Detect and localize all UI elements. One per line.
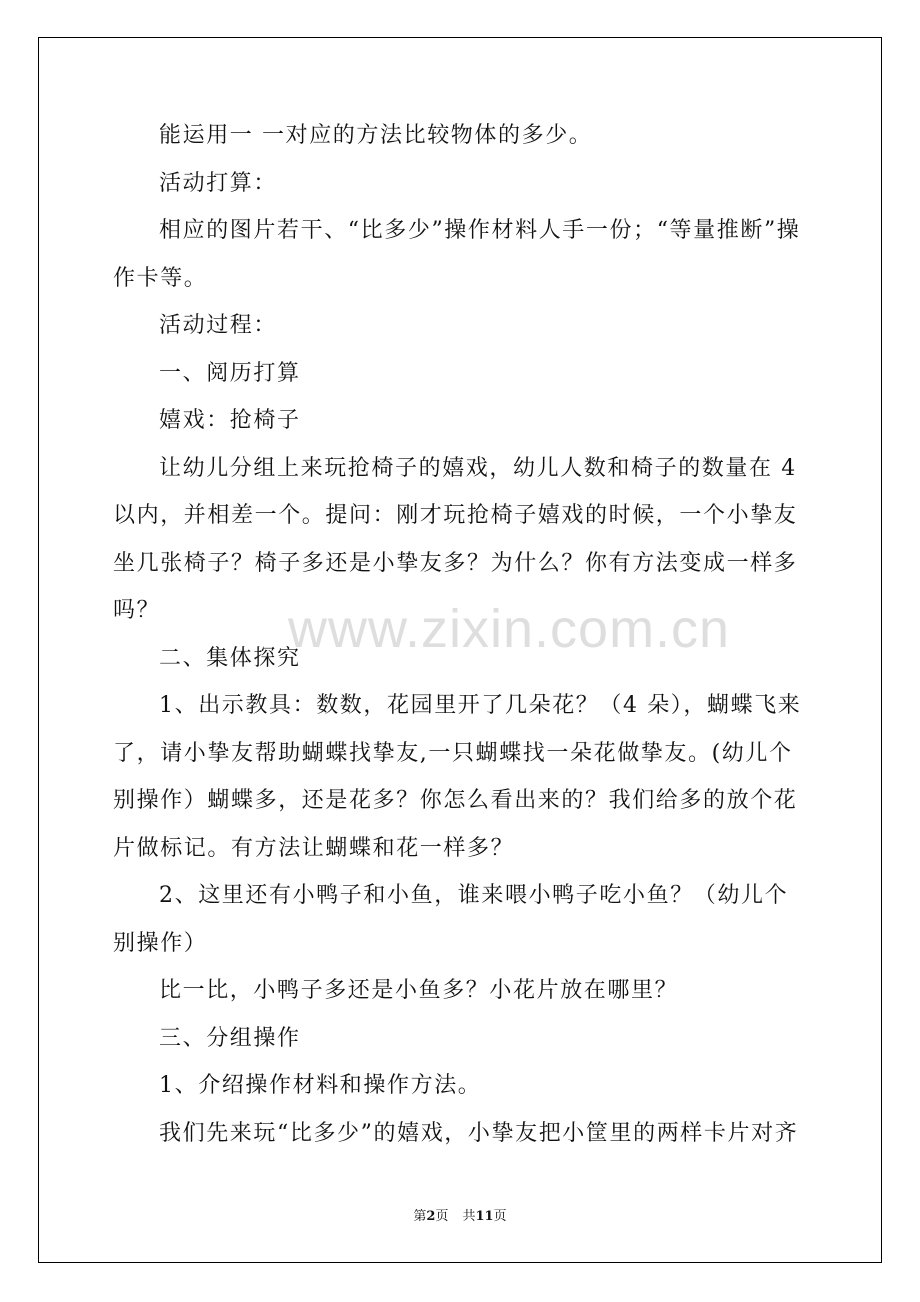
paragraph: 一、阅历打算 — [159, 360, 301, 386]
paragraph: 能运用一 一对应的方法比较物体的多少。 — [159, 123, 593, 148]
paragraph: 嬉戏：抢椅子 — [159, 408, 301, 433]
total-label-suffix: 页 — [493, 1209, 507, 1224]
watermark: www.zixin.com.cn — [288, 599, 731, 659]
document-body — [113, 112, 811, 1157]
page-label-prefix: 第 — [413, 1209, 427, 1224]
paragraph: 活动打算： — [159, 170, 278, 196]
paragraph: 我们先来玩“比多少”的嬉戏，小挚友把小筐里的两样卡片对齐 — [159, 1120, 799, 1146]
page-label-suffix: 页 — [435, 1209, 449, 1224]
paragraph: 三、分组操作 — [159, 1025, 301, 1051]
current-page-number: 2 — [426, 1209, 436, 1224]
paragraph: 2、这里还有小鸭子和小鱼，谁来喂小鸭子吃小鱼？（幼儿个别操作） — [113, 883, 789, 956]
paragraph: 比一比，小鸭子多还是小鱼多？小花片放在哪里？ — [159, 978, 679, 1003]
paragraph: 相应的图片若干、“比多少”操作材料人手一份；“等量推断”操作卡等。 — [113, 218, 801, 291]
paragraph: 1、介绍操作材料和操作方法。 — [159, 1073, 482, 1098]
paragraph: 二、集体探究 — [159, 645, 301, 671]
total-label-prefix: 共 — [462, 1209, 476, 1224]
total-page-number: 11 — [475, 1209, 494, 1224]
page-footer — [0, 1205, 920, 1224]
paragraph: 活动过程： — [159, 313, 278, 338]
paragraph: 1、出示教具：数数，花园里开了几朵花？（4 朵），蝴蝶飞来了，请小挚友帮助蝴蝶找挚友,一只蝴蝶找一朵花做挚友。(幼儿个别操作）蝴蝶多，还是花多？你怎么看出来的？我们给多的放个花片做标记。有方法让蝴蝶和花一样多？ — [113, 693, 802, 861]
paragraph: 让幼儿分组上来玩抢椅子的嬉戏，幼儿人数和椅子的数量在 4 以内，并相差一个。提问：刚才玩抢椅子嬉戏的时候，一个小挚友坐几张椅子？椅子多还是小挚友多？为什么？你有方法变成一样多吗？ — [113, 455, 806, 623]
